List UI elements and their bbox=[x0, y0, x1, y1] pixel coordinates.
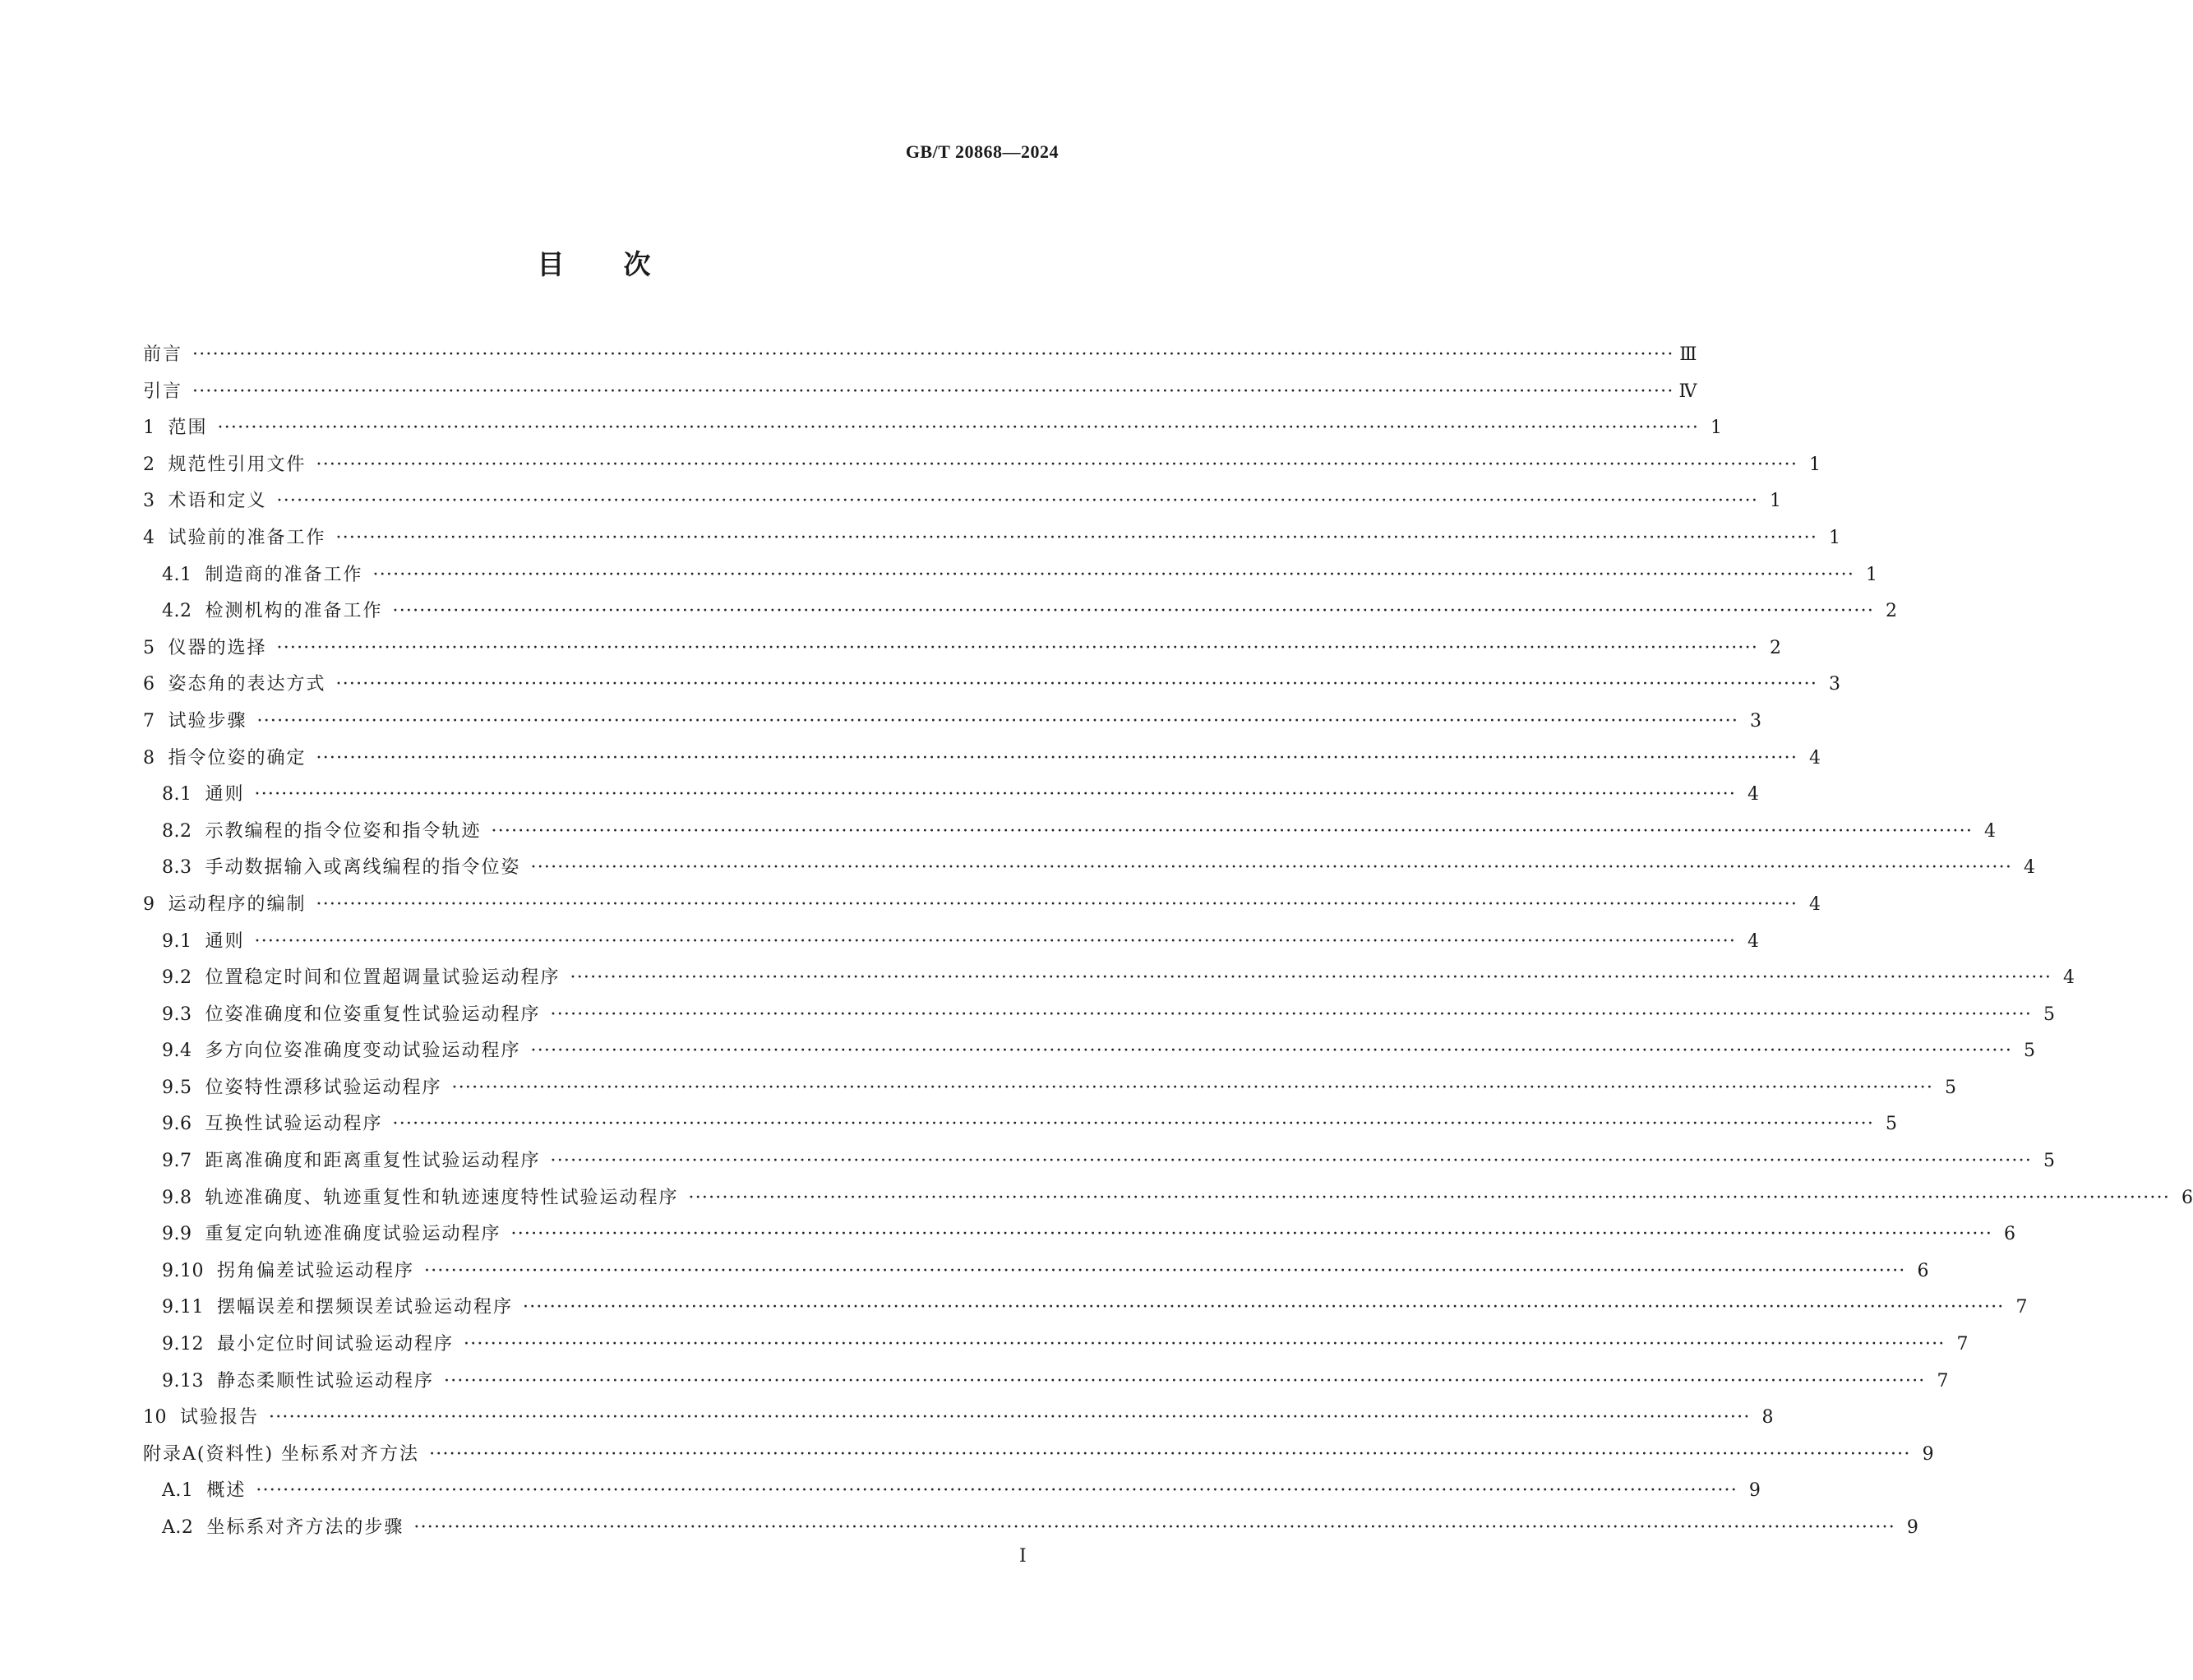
toc-entry-page: Ⅳ bbox=[1678, 381, 1697, 402]
toc-entry[interactable] bbox=[143, 1510, 1918, 1547]
toc-entry-page: 4 bbox=[2024, 857, 2036, 879]
toc-leader-dots: ···························································································································································································································· bbox=[256, 1480, 1738, 1502]
toc-leader-dots: ···························································································································································································································· bbox=[429, 1443, 1911, 1465]
toc-entry-number: 8.2 bbox=[162, 820, 192, 842]
toc-entry-page: 9 bbox=[1906, 1517, 1918, 1538]
toc-leader-dots: ···························································································································································································································· bbox=[491, 820, 1974, 842]
toc-leader-dots: ···························································································································································································································· bbox=[254, 930, 1737, 952]
toc-entry-number: 6 bbox=[143, 674, 155, 695]
toc-entry-number: 2 bbox=[143, 454, 155, 475]
toc-leader-dots: ···························································································································································································································· bbox=[550, 1004, 2033, 1025]
toc-entry-number: 8 bbox=[143, 747, 155, 768]
toc-entry-label: 最小定位时间试验运动程序 bbox=[216, 1334, 454, 1355]
toc-leader-dots: ···························································································································································································································· bbox=[316, 893, 1798, 915]
toc-entry-label: 检测机构的准备工作 bbox=[205, 601, 383, 622]
toc-entry-page: 7 bbox=[2015, 1297, 2028, 1318]
toc-entry[interactable] bbox=[143, 374, 1697, 411]
toc-entry-label: 手动数据输入或离线编程的指令位姿 bbox=[205, 857, 521, 879]
toc-leader-dots: ···························································································································································································································· bbox=[192, 381, 1674, 402]
toc-entry-page: 5 bbox=[2043, 1151, 2056, 1172]
toc-entry-page: 4 bbox=[1747, 784, 1760, 805]
toc-leader-dots: ···························································································································································································································· bbox=[413, 1517, 1895, 1538]
page-title: 目次 bbox=[537, 248, 710, 280]
toc-entry-number: 9.5 bbox=[162, 1077, 192, 1098]
toc-leader-dots: ···························································································································································································································· bbox=[530, 857, 2013, 879]
page-folio: I bbox=[1019, 1546, 1027, 1567]
toc-leader-dots: ···························································································································································································································· bbox=[550, 1151, 2033, 1172]
toc-entry-number: 9.3 bbox=[162, 1004, 192, 1025]
toc-entry[interactable] bbox=[143, 1364, 1949, 1401]
toc-leader-dots: ···························································································································································································································· bbox=[335, 674, 1818, 695]
toc-entry[interactable] bbox=[143, 1253, 1929, 1290]
toc-entry[interactable] bbox=[143, 777, 1760, 814]
toc-entry[interactable] bbox=[143, 1106, 1898, 1143]
toc-entry-page: Ⅲ bbox=[1679, 344, 1697, 365]
standard-number: GB/T 20868—2024 bbox=[905, 141, 1059, 162]
toc-entry[interactable] bbox=[143, 960, 2075, 997]
toc-entry-page: 4 bbox=[1747, 930, 1760, 952]
toc-entry-number: 9.4 bbox=[162, 1041, 192, 1062]
toc-entry[interactable] bbox=[143, 1290, 2028, 1327]
toc-entry-page: 1 bbox=[1809, 454, 1821, 475]
toc-entry[interactable] bbox=[143, 337, 1697, 374]
toc-entry-number: 9.8 bbox=[162, 1187, 192, 1208]
toc-leader-dots: ···························································································································································································································· bbox=[372, 564, 1855, 585]
toc-entry-label: 仪器的选择 bbox=[168, 637, 267, 658]
toc-leader-dots: ···························································································································································································································· bbox=[392, 601, 1875, 622]
toc-entry-label: 拐角偏差试验运动程序 bbox=[216, 1260, 414, 1281]
toc-entry-label: 姿态角的表达方式 bbox=[168, 674, 326, 695]
toc-entry-page: 6 bbox=[2181, 1187, 2193, 1208]
toc-leader-dots: ···························································································································································································································· bbox=[570, 967, 2052, 989]
toc-entry-label: 位姿特性漂移试验运动程序 bbox=[205, 1077, 442, 1098]
toc-leader-dots: ···························································································································································································································· bbox=[530, 1041, 2013, 1062]
toc-entry-number: 9.9 bbox=[162, 1224, 192, 1245]
toc-entry-page: 5 bbox=[1886, 1114, 1898, 1135]
toc-entry[interactable] bbox=[143, 1216, 2016, 1253]
toc-leader-dots: ···························································································································································································································· bbox=[424, 1260, 1906, 1281]
toc-entry-label: 试验前的准备工作 bbox=[168, 527, 326, 548]
toc-entry-label: 指令位姿的确定 bbox=[168, 747, 307, 768]
toc-entry-label: 概述 bbox=[206, 1480, 247, 1502]
toc-entry[interactable] bbox=[143, 630, 1782, 667]
toc-entry[interactable] bbox=[143, 887, 1821, 924]
toc-entry-page: 5 bbox=[2043, 1004, 2056, 1025]
toc-entry-page: 4 bbox=[2063, 967, 2075, 989]
toc-leader-dots: ···························································································································································································································· bbox=[444, 1370, 1926, 1392]
toc-entry[interactable] bbox=[143, 593, 1898, 630]
toc-leader-dots: ···························································································································································································································· bbox=[276, 491, 1759, 512]
toc-entry-number: 4.1 bbox=[162, 564, 192, 585]
toc-entry-label: 引言 bbox=[143, 381, 183, 402]
toc-entry-number: 9.6 bbox=[162, 1114, 192, 1135]
toc-entry[interactable] bbox=[143, 557, 1878, 594]
toc-entry-number: 9.2 bbox=[162, 967, 192, 989]
toc-entry-page: 6 bbox=[2004, 1224, 2016, 1245]
toc-leader-dots: ···························································································································································································································· bbox=[688, 1187, 2171, 1208]
toc-entry-page: 4 bbox=[1984, 820, 1997, 842]
toc-entry-number: 9.11 bbox=[162, 1297, 204, 1318]
toc-entry-number: 9 bbox=[143, 893, 155, 915]
toc-entry[interactable] bbox=[143, 1070, 1957, 1107]
toc-entry-page: 4 bbox=[1809, 893, 1821, 915]
toc-entry[interactable] bbox=[143, 1033, 2036, 1070]
toc-entry-label: 互换性试验运动程序 bbox=[205, 1114, 383, 1135]
toc-entry-number: 1 bbox=[143, 418, 155, 439]
toc-entry[interactable] bbox=[143, 1400, 1774, 1437]
toc-entry[interactable] bbox=[143, 1473, 1761, 1510]
table-of-contents bbox=[143, 337, 2193, 1547]
toc-entry[interactable] bbox=[143, 741, 1821, 778]
toc-leader-dots: ···························································································································································································································· bbox=[451, 1077, 1934, 1098]
toc-entry-label: 范围 bbox=[168, 418, 208, 439]
toc-leader-dots: ···························································································································································································································· bbox=[392, 1114, 1875, 1135]
toc-entry-number: A.2 bbox=[162, 1517, 194, 1538]
toc-entry-label: 术语和定义 bbox=[168, 491, 267, 512]
toc-entry-label: 前言 bbox=[143, 344, 183, 365]
toc-entry[interactable] bbox=[143, 410, 1723, 447]
toc-entry[interactable] bbox=[143, 667, 1841, 704]
toc-entry-page: 4 bbox=[1809, 747, 1821, 768]
toc-entry-number: 9.7 bbox=[162, 1151, 192, 1172]
toc-entry-label: 规范性引用文件 bbox=[168, 454, 307, 475]
toc-entry-page: 9 bbox=[1748, 1480, 1761, 1502]
toc-leader-dots: ···························································································································································································································· bbox=[464, 1334, 1946, 1355]
toc-entry-number: 7 bbox=[143, 710, 155, 732]
toc-entry[interactable] bbox=[143, 1437, 1934, 1474]
toc-entry[interactable] bbox=[143, 520, 1841, 557]
toc-entry-label: 附录A(资料性) 坐标系对齐方法 bbox=[143, 1443, 420, 1465]
toc-entry-label: 运动程序的编制 bbox=[168, 893, 307, 915]
toc-leader-dots: ···························································································································································································································· bbox=[510, 1224, 1993, 1245]
toc-entry-label: 通则 bbox=[205, 784, 245, 805]
toc-entry-page: 3 bbox=[1829, 674, 1841, 695]
toc-entry-label: 静态柔顺性试验运动程序 bbox=[216, 1370, 434, 1392]
toc-entry-number: 4.2 bbox=[162, 601, 192, 622]
toc-entry-label: 重复定向轨迹准确度试验运动程序 bbox=[205, 1224, 501, 1245]
toc-entry-number: 3 bbox=[143, 491, 155, 512]
toc-entry-label: 摆幅误差和摆频误差试验运动程序 bbox=[216, 1297, 513, 1318]
toc-entry-label: 试验报告 bbox=[180, 1407, 260, 1428]
toc-entry-page: 1 bbox=[1711, 418, 1723, 439]
toc-entry[interactable] bbox=[143, 1327, 1969, 1364]
toc-entry-page: 1 bbox=[1829, 527, 1841, 548]
toc-entry-number: 4 bbox=[143, 527, 155, 548]
toc-entry-page: 5 bbox=[1945, 1077, 1957, 1098]
toc-leader-dots: ···························································································································································································································· bbox=[316, 454, 1798, 475]
toc-entry-label: 通则 bbox=[205, 930, 245, 952]
toc-entry-label: 试验步骤 bbox=[168, 710, 247, 732]
toc-leader-dots: ···························································································································································································································· bbox=[316, 747, 1798, 768]
toc-entry[interactable] bbox=[143, 704, 1762, 741]
toc-leader-dots: ···························································································································································································································· bbox=[276, 637, 1759, 658]
toc-leader-dots: ···························································································································································································································· bbox=[269, 1407, 1751, 1428]
toc-entry[interactable] bbox=[143, 814, 1997, 851]
toc-entry-label: 距离准确度和距离重复性试验运动程序 bbox=[205, 1151, 541, 1172]
toc-entry-label: 轨迹准确度、轨迹重复性和轨迹速度特性试验运动程序 bbox=[205, 1187, 679, 1208]
toc-entry[interactable] bbox=[143, 997, 2056, 1034]
toc-entry-number: 9.10 bbox=[162, 1260, 204, 1281]
toc-entry-page: 8 bbox=[1761, 1407, 1774, 1428]
toc-entry-page: 2 bbox=[1770, 637, 1782, 658]
toc-entry-page: 1 bbox=[1770, 491, 1782, 512]
toc-entry-number: 8.3 bbox=[162, 857, 192, 879]
toc-entry[interactable] bbox=[143, 483, 1782, 520]
toc-entry-label: 位置稳定时间和位置超调量试验运动程序 bbox=[205, 967, 561, 989]
toc-entry[interactable] bbox=[143, 924, 1760, 961]
toc-entry-label: 坐标系对齐方法的步骤 bbox=[206, 1517, 404, 1538]
toc-entry-page: 3 bbox=[1750, 710, 1762, 732]
toc-entry-number: 10 bbox=[143, 1407, 167, 1428]
toc-entry-page: 1 bbox=[1866, 564, 1878, 585]
toc-entry-page: 6 bbox=[1917, 1260, 1929, 1281]
toc-leader-dots: ···························································································································································································································· bbox=[335, 527, 1818, 548]
toc-entry-number: 8.1 bbox=[162, 784, 192, 805]
toc-entry-label: 示教编程的指令位姿和指令轨迹 bbox=[205, 820, 482, 842]
toc-leader-dots: ···························································································································································································································· bbox=[523, 1297, 2005, 1318]
toc-entry-label: 位姿准确度和位姿重复性试验运动程序 bbox=[205, 1004, 541, 1025]
toc-leader-dots: ···························································································································································································································· bbox=[217, 418, 1700, 439]
toc-entry-page: 5 bbox=[2024, 1041, 2036, 1062]
toc-entry[interactable] bbox=[143, 850, 2036, 887]
toc-entry-page: 9 bbox=[1922, 1443, 1934, 1465]
toc-entry-number: 9.12 bbox=[162, 1334, 204, 1355]
toc-entry-page: 7 bbox=[1956, 1334, 1969, 1355]
toc-entry-label: 制造商的准备工作 bbox=[205, 564, 363, 585]
toc-entry-number: 9.1 bbox=[162, 930, 192, 952]
toc-leader-dots: ···························································································································································································································· bbox=[192, 344, 1674, 365]
toc-entry[interactable] bbox=[143, 1143, 2056, 1180]
toc-entry-number: 9.13 bbox=[162, 1370, 204, 1392]
toc-entry-number: A.1 bbox=[162, 1480, 194, 1502]
toc-leader-dots: ···························································································································································································································· bbox=[254, 784, 1737, 805]
toc-entry-page: 7 bbox=[1937, 1370, 1949, 1392]
toc-entry-number: 5 bbox=[143, 637, 155, 658]
toc-entry-label: 多方向位姿准确度变动试验运动程序 bbox=[205, 1041, 521, 1062]
toc-leader-dots: ···························································································································································································································· bbox=[256, 710, 1739, 732]
toc-entry[interactable] bbox=[143, 1180, 2193, 1217]
toc-entry[interactable] bbox=[143, 447, 1821, 484]
toc-entry-page: 2 bbox=[1886, 601, 1898, 622]
